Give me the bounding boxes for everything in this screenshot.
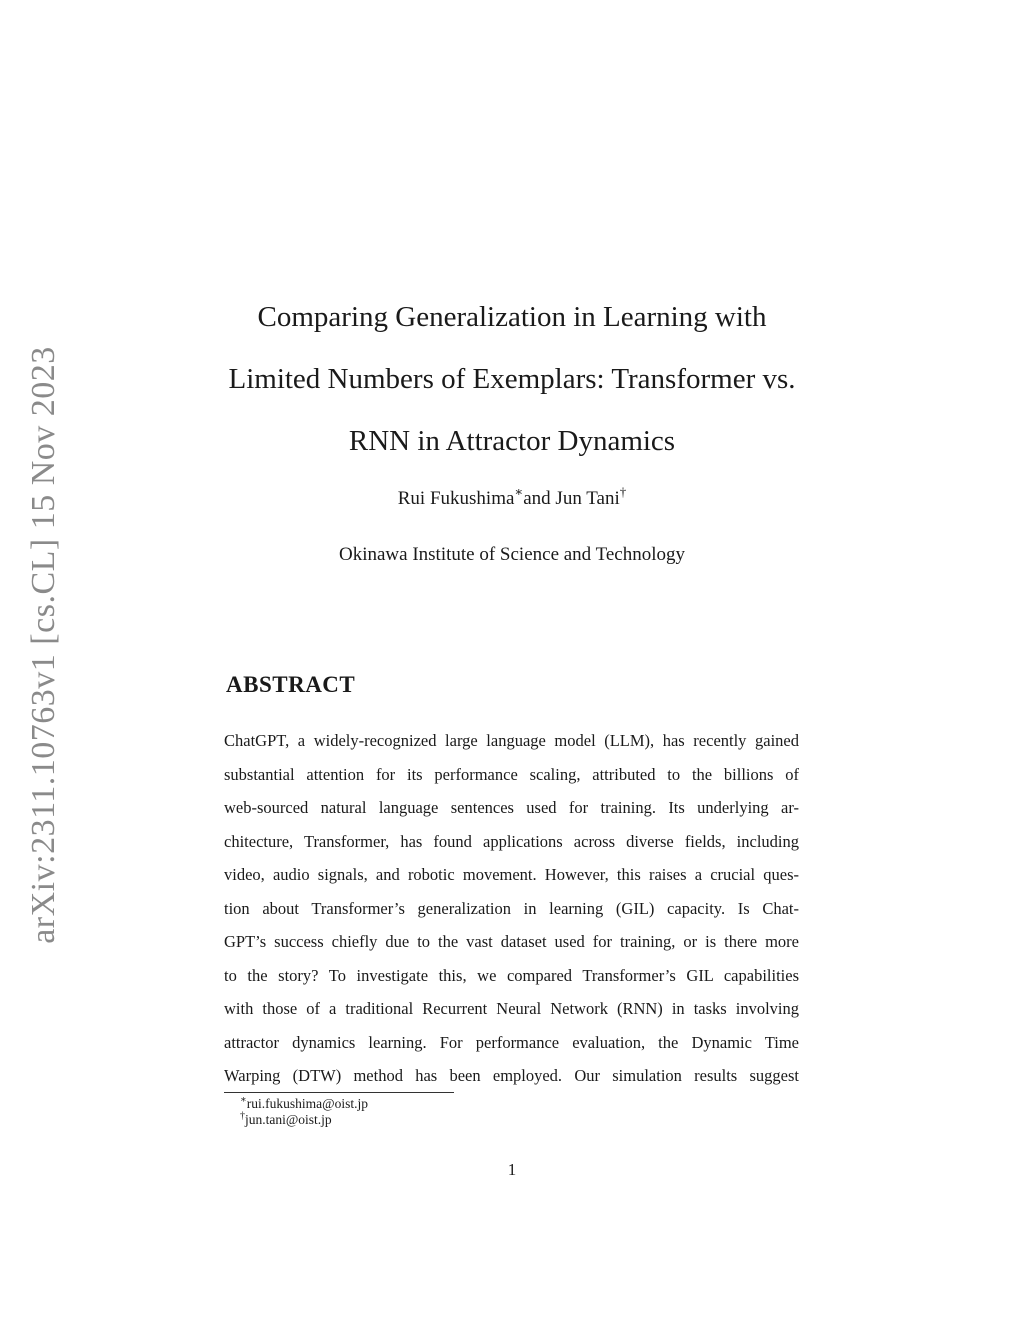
abstract-line: video, audio signals, and robotic movement. However, this raises a crucial ques- <box>224 865 799 884</box>
author-list <box>224 483 800 512</box>
abstract-line: chitecture, Transformer, has found applications across diverse fields, including <box>224 831 799 851</box>
footnotes <box>240 1096 368 1128</box>
abstract-line: substantial attention for its performance scaling, attributed to the billions of <box>224 764 799 784</box>
abstract-heading: ABSTRACT <box>226 672 356 697</box>
footnote-item <box>240 1112 368 1128</box>
arxiv-identifier: arXiv:2311.10763v1 [cs.CL] 15 Nov 2023 <box>25 346 62 944</box>
abstract-line: web-sourced natural language sentences used for training. Its underlying ar- <box>224 798 799 817</box>
title-line: Limited Numbers of Exemplars: Transformer vs. <box>228 363 796 395</box>
paper-title <box>224 286 800 472</box>
page-number: 1 <box>507 1160 517 1179</box>
footnote-item <box>240 1096 368 1112</box>
abstract-line: with those of a traditional Recurrent Neural Network (RNN) in tasks involving <box>224 999 799 1018</box>
title-line: Comparing Generalization in Learning with <box>257 301 767 333</box>
footnote-email: rui.fukushima@oist.jp <box>246 1096 368 1111</box>
footnote-mark: † <box>240 1110 245 1122</box>
footnote-mark: ∗ <box>514 483 524 499</box>
author-name: Rui Fukushima <box>397 488 515 509</box>
abstract-line: GPT’s success chiefly due to the vast dataset used for training, or is there more <box>224 932 799 951</box>
abstract-line: ChatGPT, a widely-recognized large language model (LLM), has recently gained <box>224 731 799 750</box>
abstract-line: Warping (DTW) method has been employed. Our simulation results suggest <box>224 1066 799 1085</box>
footnote-divider <box>224 1092 454 1093</box>
abstract-line: attractor dynamics learning. For performance evaluation, the Dynamic Time <box>224 1032 799 1052</box>
footnote-mark: ∗ <box>240 1094 247 1106</box>
abstract-line: tion about Transformer’s generalization in learning (GIL) capacity. Is Chat- <box>224 898 799 918</box>
affiliation: Okinawa Institute of Science and Technology <box>338 544 686 565</box>
abstract-body <box>224 724 799 1093</box>
footnote-mark: † <box>619 483 627 499</box>
title-line: RNN in Attractor Dynamics <box>348 425 676 457</box>
footnote-email: jun.tani@oist.jp <box>245 1112 332 1127</box>
abstract-line: to the story? To investigate this, we compared Transformer’s GIL capabilities <box>224 965 799 985</box>
author-name: and Jun Tani <box>523 488 620 509</box>
